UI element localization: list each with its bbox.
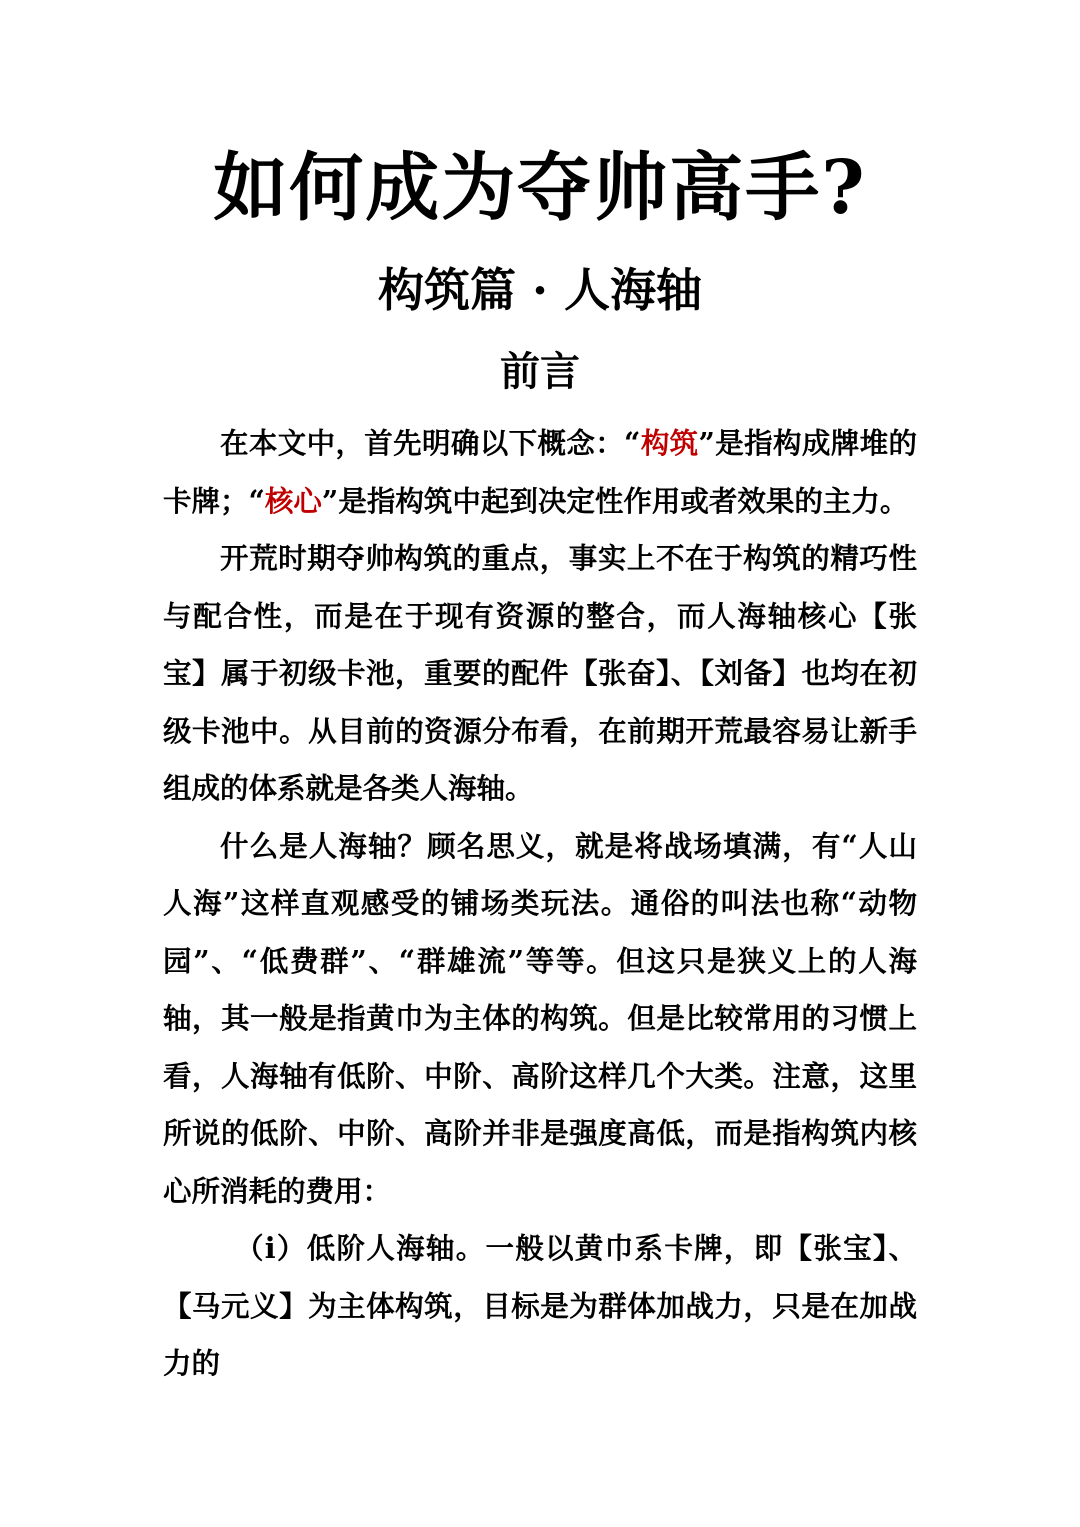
- section-heading: 前言: [500, 348, 580, 395]
- body-text: [163, 415, 917, 1393]
- paragraph-resources: 开荒时期夺帅构筑的重点，事实上不在于构筑的精巧性与配合性，而是在于现有资源的整合，而人海轴核心【张宝】属于初级卡池，重要的配件【张奋】、【刘备】也均在初级卡池中。从目前的资源分布看，在前期开荒最容易让新手组成的体系就是各类人海轴。: [163, 541, 917, 805]
- paragraph-low-tier: （i）低阶人海轴。一般以黄巾系卡牌，即【张宝】、【马元义】为主体构筑，目标是为群体加战力，只是在加战力的: [163, 1231, 917, 1380]
- subtitle: 构筑篇 · 人海轴: [377, 263, 703, 317]
- paragraph-what-is-renhai: 什么是人海轴？顾名思义，就是将战场填满，有“人山人海”这样直观感受的铺场类玩法。通俗的叫法也称“动物园”、“低费群”、“群雄流”等等。但这只是狭义上的人海轴，其一般是指黄巾为主体的构筑。但是比较常用的习惯上看，人海轴有低阶、中阶、高阶这样几个大类。注意，这里所说的低阶、中阶、高阶并非是强度高低，而是指构筑内核心所消耗的费用：: [163, 828, 917, 1208]
- paragraph-definitions-part2: ”是指构成牌堆的卡牌；“: [163, 426, 917, 518]
- paragraph-definitions-part3: ”是指构筑中起到决定性作用或者效果的主力。: [321, 483, 909, 518]
- term-hexin: 核心: [264, 483, 322, 518]
- term-goucheng: 构筑: [640, 426, 699, 460]
- paragraph-definitions: [163, 415, 917, 530]
- paragraph-definitions-part1: 在本文中，首先明确以下概念：“: [220, 426, 641, 460]
- main-title: 如何成为夺帅高手?: [213, 145, 867, 231]
